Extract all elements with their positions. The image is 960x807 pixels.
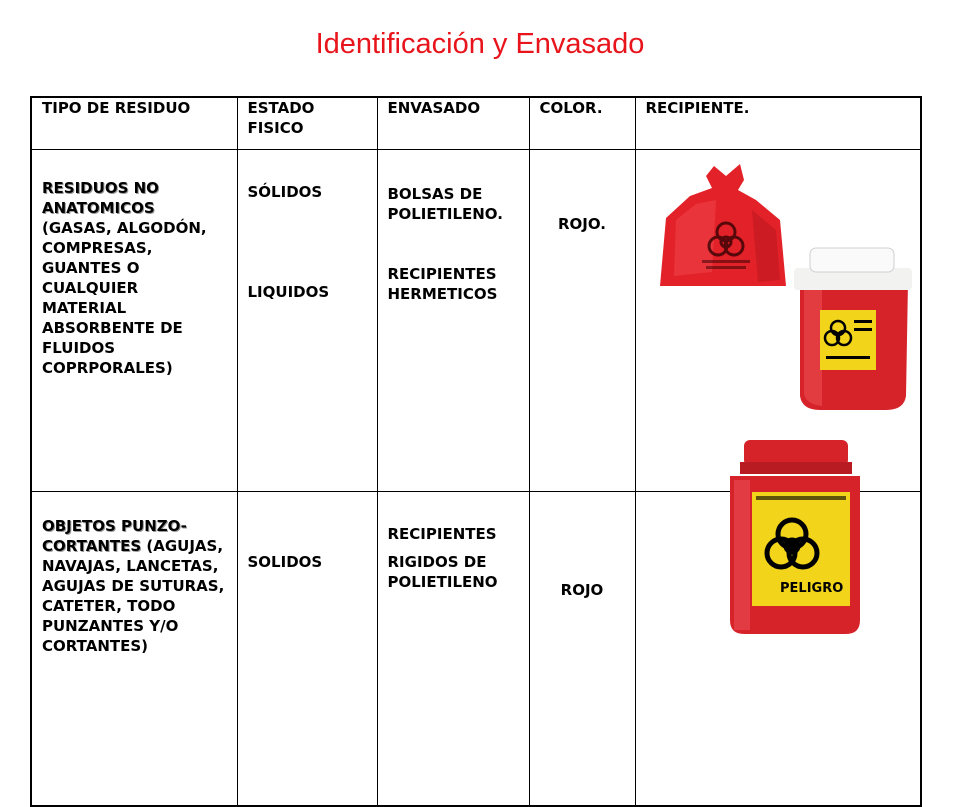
residue-type-title: OBJETOS PUNZO-CORTANTES [42,516,187,555]
header-recipiente: RECIPIENTE. [635,97,921,149]
red-biohazard-bag-icon [656,160,796,288]
cell-estado [237,149,377,491]
color-value: ROJO [560,580,604,599]
cell-tipo [31,149,237,491]
header-estado: ESTADO FISICO [237,97,377,149]
table-header-row [31,97,921,149]
packaging: BOLSAS DE POLIETILENO. [387,184,503,223]
red-sharps-container-icon [790,246,914,414]
residue-type-description: (AGUJAS, NAVAJAS, LANCETAS, AGUJAS DE SUTURAS, CATETER, TODO PUNZANTES Y/O CORTANTES) [42,536,225,655]
cell-envasado [377,149,529,491]
red-rigid-biohazard-jar-icon [722,436,868,636]
header-color: COLOR. [529,97,635,149]
cell-color [529,149,635,491]
cell-color [529,491,635,806]
packaging: RECIPIENTES [387,524,497,543]
packaging: RECIPIENTES HERMETICOS [387,264,498,303]
slide-title: Identificación y Envasado [315,28,645,60]
color-value: ROJO. [557,214,606,233]
header-tipo: TIPO DE RESIDUO [31,97,237,149]
physical-state: LIQUIDOS [247,282,330,301]
physical-state: SÓLIDOS [247,182,323,201]
residue-type-title: RESIDUOS NO ANATOMICOS [42,178,159,217]
cell-estado [237,491,377,806]
physical-state: SOLIDOS [247,552,323,571]
packaging: RIGIDOS DE POLIETILENO [387,552,498,591]
header-envasado: ENVASADO [377,97,529,149]
cell-tipo [31,491,237,806]
jar-label-text: PELIGRO [780,581,844,596]
cell-envasado [377,491,529,806]
residue-type-description: (GASAS, ALGODÓN, COMPRESAS, GUANTES O CUALQUIER MATERIAL ABSORBENTE DE FLUIDOS COPRPORALES) [42,218,207,377]
